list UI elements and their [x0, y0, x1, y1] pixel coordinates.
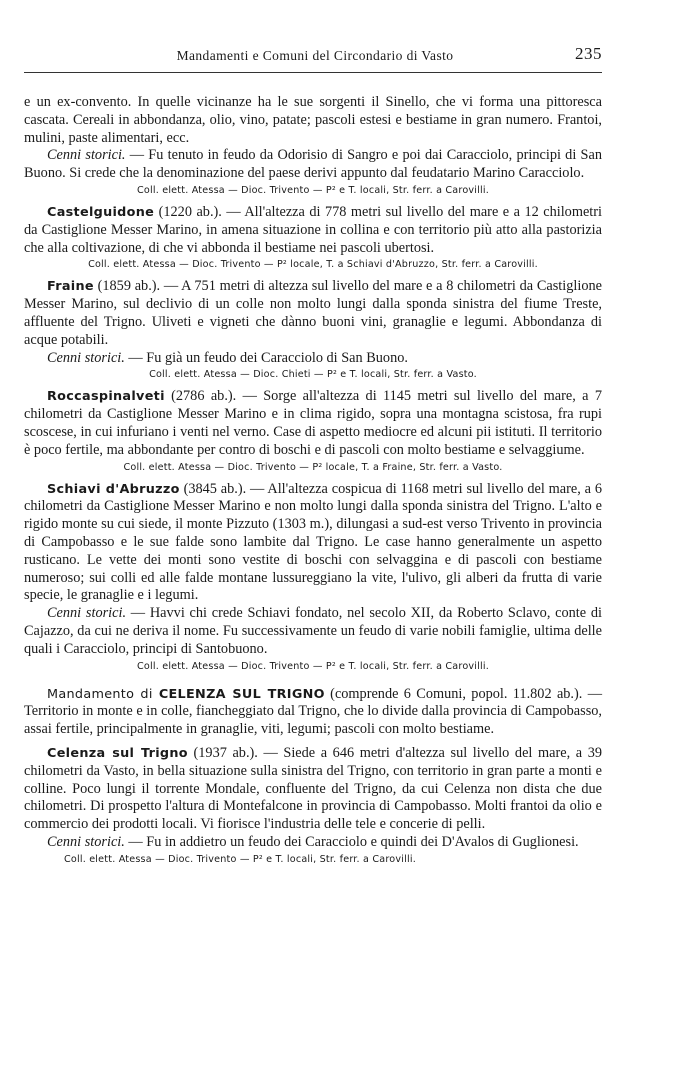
intro-paragraph — [24, 94, 602, 147]
castelguidone-info: Coll. elett. Atessa — Dioc. Trivento — P² locale, T. a Schiavi d'Abruzzo, Str. ferr. a Carovilli. — [88, 259, 538, 271]
cenni-label: Cenni storici. — [47, 147, 126, 164]
cenni-text: — Fu tenuto in feudo da Odorisio di Sangro e poi dai Caracciolo, principi di San Buono. Si crede che la denominazione del paese derivi appunto dal feudatario Marino Caracciolo. — [24, 147, 602, 182]
entry-roccaspinalveti — [24, 388, 602, 459]
entry-name: Roccaspinalveti — [47, 389, 165, 405]
entry-text: (1859 ab.). — A 751 metri di altezza sul livello del mare e a 8 chilometri da Castiglione Messer Marino, sul declivio di un colle non molto lungi dalla sponda sinistra del fiume Treste, affluente del Trigno. Uliveti e vigneti che dànno buoni vini, granaglie e legumi. Abbondanza di acque potabili. — [24, 278, 602, 348]
cenni-text: — Fu in addietro un feudo dei Caracciolo e quindi dei D'Avalos di Guglionesi. — [124, 833, 579, 850]
entry-castelguidone — [24, 204, 602, 257]
mandamento-text: (comprende 6 Comuni, popol. 11.802 ab.). — Territorio in monte e in colle, fiancheggiato dal Trigno, che lo divide dalla provincia di Campobasso, assai fertile, principalmente in granaglie, viti, legumi; pascoli con molto bestiame. — [24, 685, 602, 738]
entry-celenza — [24, 745, 602, 834]
schiavi-cenni — [24, 605, 602, 658]
cenni-label: Cenni storici. — [47, 349, 125, 366]
entry-text: (1220 ab.). — All'altezza di 778 metri sul livello del mare e a 12 chilometri da Castiglione Messer Marino, in amena situazione in collina e con territorio più atto alla pastorizia che alla coltivazione, di che vi abbonda il bestiame nei pascoli ubertosi. — [24, 203, 602, 256]
celenza-cenni — [24, 834, 602, 852]
fraine-cenni — [24, 350, 602, 368]
fraine-info: Coll. elett. Atessa — Dioc. Chieti — P² e T. locali, Str. ferr. a Vasto. — [149, 369, 477, 381]
entry-text: (1937 ab.). — Siede a 646 metri d'altezza sul livello del mare, a 39 chilometri da Vasto, in bella situazione sulla sinistra del Trigno, con territorio in gran parte a monti e colline. Poco lungi il torrente Mondale, confluente del Trigno, da cui Celenza non dista che due chilometri. Di prospetto l'altura di Montefalcone in provincia di Campobasso. Molti frantoi da olio e commercio dei prodotti locali. Vi fiorisce l'industria delle tele e concerie di pelli. — [24, 744, 602, 833]
mandamento-heading — [24, 686, 602, 739]
intro-cenni — [24, 147, 602, 183]
cenni-text: — Fu già un feudo dei Caracciolo di San Buono. — [124, 349, 408, 366]
intro-text: e un ex-convento. In quelle vicinanze ha le sue sorgenti il Sinello, che vi forma una pittoresca cascata. Cereali in abbondanza, olio, vino, patate; pascoli estesi e bestiame in gran numero. Frantoi, mulini, paste alimentari, ecc. — [24, 94, 602, 146]
entry-text: (2786 ab.). — Sorge all'altezza di 1145 metri sul livello del mare, a 7 chilometri da Castiglione Messer Marino e in clima rigido, sopra una montagna scistosa, fra rupi scoscese, in cui infuriano i venti nel verno. Case di aspetto mediocre ed alcuni pii istituti. Il territorio è poco fertile, ma abbondante per contro di boschi e di pascoli con molto bestiame e selvaggiume. — [24, 388, 602, 458]
entry-name: Castelguidone — [47, 204, 155, 220]
schiavi-info: Coll. elett. Atessa — Dioc. Trivento — P² e T. locali, Str. ferr. a Carovilli. — [137, 660, 489, 672]
entry-name: Schiavi d'Abruzzo — [47, 481, 180, 497]
page-body — [24, 94, 602, 867]
mandamento-name: CELENZA SUL TRIGNO — [158, 686, 325, 702]
entry-schiavi — [24, 481, 602, 606]
mandamento-prefix: Mandamento di — [47, 686, 159, 702]
cenni-text: — Havvi chi crede Schiavi fondato, nel secolo XII, da Roberto Sclavo, conte di Cajazzo, da cui ne deriva il nome. Fu successivamente un feudo di varie nobili famiglie, ultima delle quali i Caracciolo, principi di Santobuono. — [24, 605, 602, 657]
entry-name: Celenza sul Trigno — [47, 745, 188, 761]
cenni-label: Cenni storici. — [47, 833, 125, 850]
celenza-info: Coll. elett. Atessa — Dioc. Trivento — P² e T. locali, Str. ferr. a Carovilli. — [64, 853, 416, 865]
entry-name: Fraine — [47, 279, 94, 295]
running-title: Mandamenti e Comuni del Circondario di Vasto — [176, 48, 454, 63]
entry-fraine — [24, 278, 602, 349]
page-number: 235 — [575, 44, 602, 63]
entry-text: (3845 ab.). — All'altezza cospicua di 1168 metri sul livello del mare, a 6 chilometri da Castiglione Messer Marino e non molto lungi dalla sponda sinistra del Trigno. L'alto e rigido monte su cui siede, il monte Pizzuto (1303 m.), dilungasi a sud-est verso Trivento in provincia di Campobasso e le sue falde sono lambite dal Trigno. Le case hanno generalmente un aspetto rusticano. Le vette dei monti sono vestite di boschi con selvaggina e di pascoli con bestiame numeroso; sui colli ed alle falde montane lussureggiano la vite, l'ulivo, gli alberi da frutta di varie specie, le granaglie e i legumi. — [24, 480, 603, 604]
cenni-label: Cenni storici. — [47, 605, 127, 622]
header-rule — [24, 72, 602, 73]
roccaspinalveti-info: Coll. elett. Atessa — Dioc. Trivento — P² locale, T. a Fraine, Str. ferr. a Vasto. — [123, 461, 503, 473]
intro-info: Coll. elett. Atessa — Dioc. Trivento — P² e T. locali, Str. ferr. a Carovilli. — [137, 184, 489, 196]
